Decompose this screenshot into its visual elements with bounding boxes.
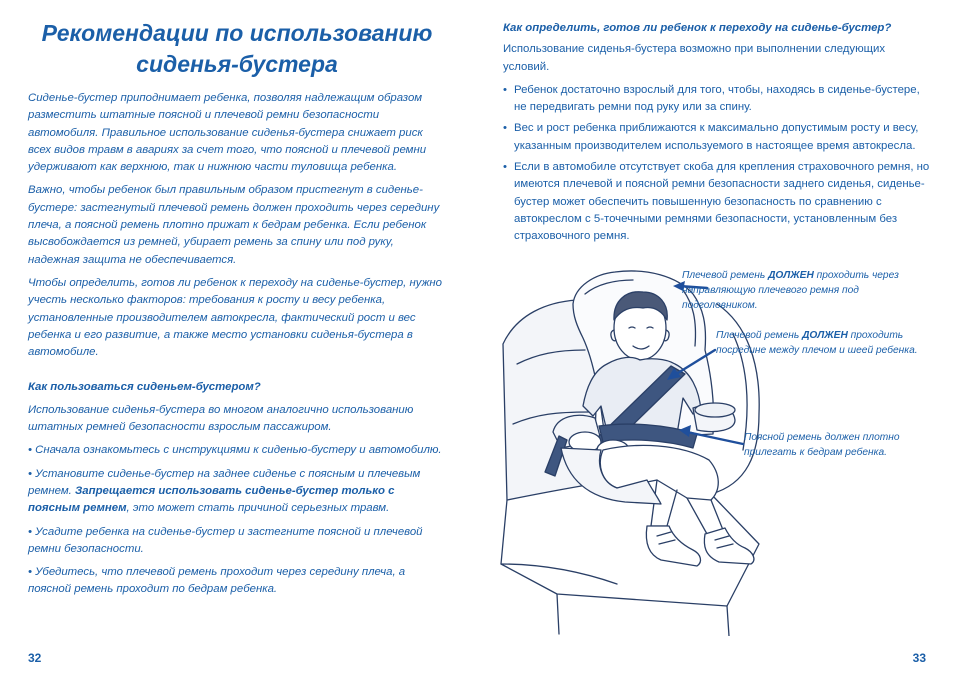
callout-2-end: проходить посредине между плечом и шеей ребенка.	[716, 330, 918, 356]
callout-2-must: ДОЛЖЕН	[802, 330, 848, 341]
condition-text-1: Ребенок достаточно взрослый для того, чтобы, находясь в сиденье-бустере, не передвигать ремни под руку или за спину.	[514, 83, 920, 114]
callout-lap-belt: Поясной ремень должен плотно прилегать к бедрам ребенка.	[744, 432, 900, 458]
intro-paragraph-3: Чтобы определить, готов ли ребенок к переходу на сиденье-бустер, нужно учесть несколько факторов: требования к росту и весу ребенка, установленные производителем автокресла, фактический рост и вес ребенка и его развитие, а также место установки сиденья-бустера в автомобиле.	[28, 276, 443, 359]
callout-1-must: ДОЛЖЕН	[768, 270, 814, 281]
condition-item	[503, 159, 933, 245]
left-page-body	[28, 90, 448, 605]
right-page	[477, 0, 954, 675]
callout-1-end: проходить через направляющую плечевого ремня под подголовником.	[682, 270, 899, 311]
right-page-body	[503, 20, 933, 250]
condition-item	[503, 120, 933, 155]
usage-bullet-2-end: , это может стать причиной серьезных травм.	[126, 502, 390, 515]
page-title: Рекомендации по использованию сиденья-бустера	[41, 20, 433, 77]
callout-shoulder-belt-position	[716, 328, 926, 358]
page-number-right: 33	[912, 651, 926, 665]
section-intro: Использование сиденья-бустера во многом аналогично использованию штатных ремней безопасности взрослым пассажиром.	[28, 403, 414, 434]
bullet-marker: •	[503, 161, 507, 174]
intro-paragraph-2: Важно, чтобы ребенок был правильным образом пристегнут в сиденье-бустере: застегнутый плечевой ремень должен проходить через середину плеча, а поясной ремень плотно прижат к бедрам ребенка. Если ребенок высвобождается из ремней, убирает ремень за спину или под руку, надежная защита не обеспечивается.	[28, 184, 440, 266]
usage-bullet-4: • Убедитесь, что плечевой ремень проходит через середину плеча, а поясной ремень проходит по бедрам ребенка.	[28, 566, 406, 596]
page-number-left: 32	[28, 651, 42, 665]
callout-1-start: Плечевой ремень	[682, 270, 769, 281]
readiness-heading: Как определить, готов ли ребенок к переходу на сиденье-бустер?	[503, 22, 892, 34]
callout-2-start: Плечевой ремень	[716, 330, 803, 341]
condition-text-3: Если в автомобиле отсутствует скоба для крепления страховочного ремня, но имеются плечевой и поясной ремни безопасности заднего сиденья, сиденье-бустер может обеспечить повышенную безопасность по сравнению с автокреслом с 5-точечными ремнями безопасности, установленным без страховочного ремня.	[514, 161, 930, 243]
usage-bullet-2-warning: Запрещается использовать сиденье-бустер только с поясным ремнем	[28, 484, 395, 515]
usage-bullet-3: • Усадите ребенка на сиденье-бустер и застегните поясной и плечевой ремни безопасности.	[28, 525, 423, 555]
condition-item	[503, 82, 933, 117]
bullet-marker: •	[503, 83, 507, 96]
usage-bullet-1: • Сначала ознакомьтесь с инструкциями к сиденью-бустеру и автомобилю.	[28, 444, 442, 457]
section-heading: Как пользоваться сиденьем-бустером?	[28, 381, 261, 394]
usage-bullet-2-start: • Установите сиденье-бустер на заднее сиденье с поясным и плечевым ремнем.	[28, 467, 421, 497]
callout-shoulder-belt-guide	[682, 268, 912, 313]
intro-paragraph-1: Сиденье-бустер приподнимает ребенка, позволяя надлежащим образом разместить штатные поясной и плечевой ремни безопасности автомобиля. Правильное использование сиденья-бустера снижает риск всех видов травм в авариях за счет того, что поясной и плечевой ремни удерживают как верхнюю, так и нижнюю части туловища ребенка.	[28, 92, 427, 174]
readiness-intro: Использование сиденья-бустера возможно при выполнении следующих условий.	[503, 43, 886, 73]
bullet-marker: •	[503, 122, 507, 135]
condition-text-2: Вес и рост ребенка приближаются к максимально допустимым росту и весу, указанным производителем используемого в настоящее время автокресла.	[514, 122, 919, 152]
usage-bullet-2	[28, 466, 448, 518]
